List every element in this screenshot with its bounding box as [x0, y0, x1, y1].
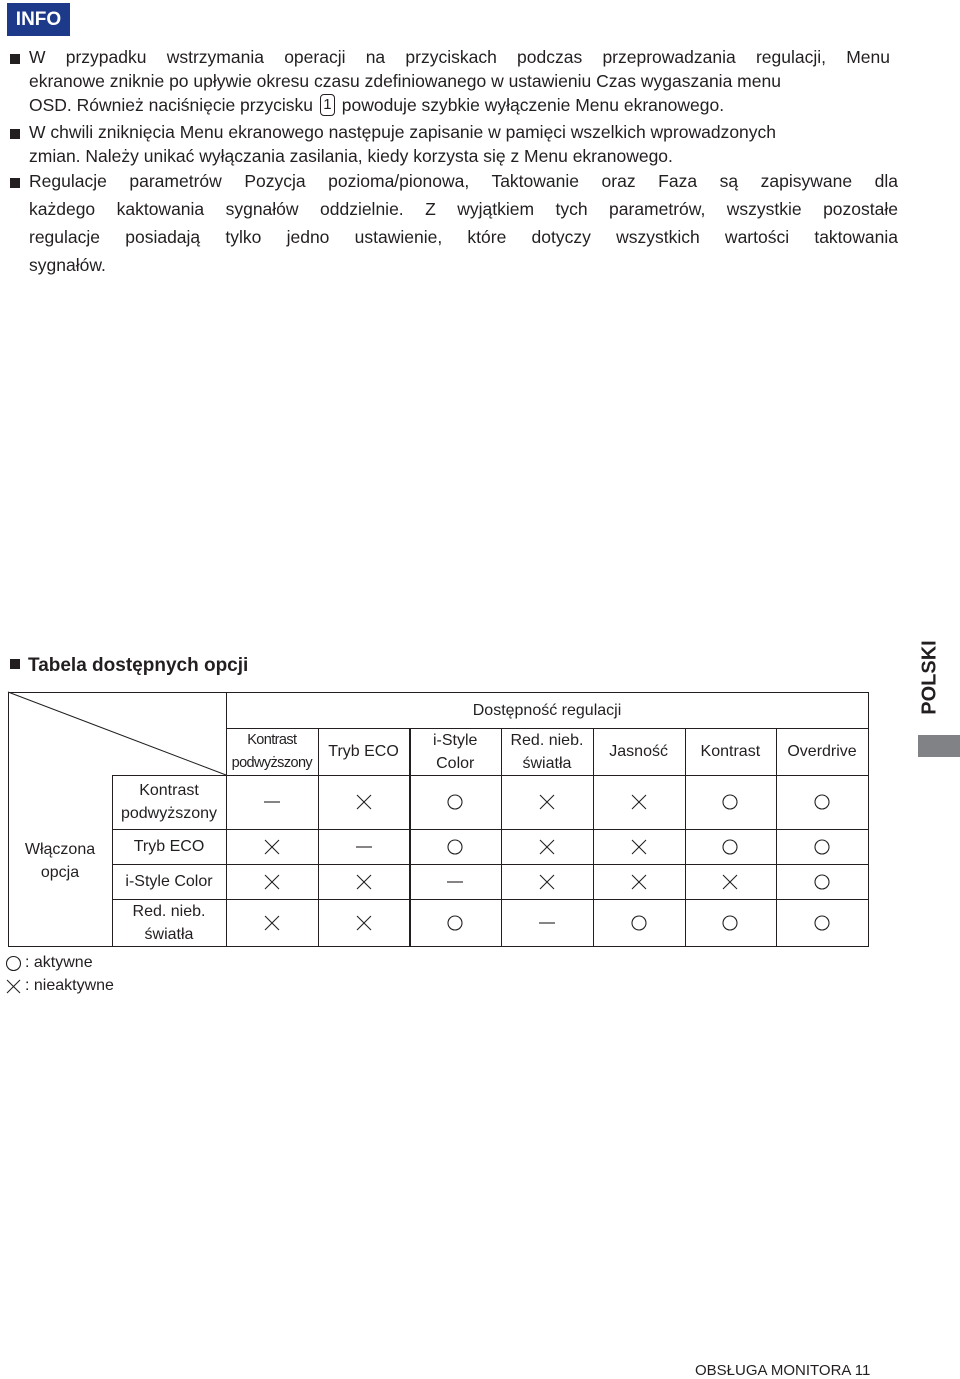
row-group-label-line: opcja — [40, 863, 80, 881]
table-rule — [226, 728, 869, 729]
section-heading-text: Tabela dostępnych opcji — [28, 655, 249, 676]
cross-icon — [538, 793, 556, 811]
row-label — [112, 864, 226, 899]
table-rule — [593, 728, 594, 947]
paragraph-1-line-3 — [29, 95, 724, 117]
column-header — [501, 728, 593, 775]
column-header — [226, 728, 318, 775]
table-rule — [112, 864, 869, 865]
bullet-square-icon — [10, 54, 20, 64]
table-rule — [112, 946, 869, 947]
column-header-line: i-Style — [433, 731, 478, 749]
row-label-line: światła — [144, 925, 194, 943]
button-1-key-icon: 1 — [320, 94, 335, 116]
column-header — [593, 728, 685, 775]
row-label-line: Tryb ECO — [133, 838, 205, 855]
table-rule — [685, 728, 686, 947]
table-rule — [501, 728, 502, 947]
table-rule — [226, 692, 227, 947]
column-header-line: Color — [436, 754, 475, 772]
paragraph-3-line-1: Regulacje parametrów Pozycja pozioma/pionowa, Taktowanie oraz Faza są zapisywane dla — [29, 171, 898, 191]
table-rule — [112, 775, 113, 947]
dash-icon — [355, 838, 373, 856]
circle-icon — [446, 838, 464, 856]
column-header — [685, 728, 777, 775]
row-label-line: Kontrast — [139, 782, 199, 799]
row-label — [112, 775, 226, 829]
circle-icon — [721, 838, 739, 856]
circle-icon — [721, 914, 739, 932]
bullet-square-icon — [10, 659, 20, 669]
table-rule — [112, 775, 869, 776]
table-rule — [318, 728, 319, 947]
table-header-group: Dostępność regulacji — [472, 701, 622, 719]
cross-icon — [630, 793, 648, 811]
circle-icon — [5, 955, 22, 972]
cross-icon — [263, 838, 281, 856]
column-header-line: Red. nieb. — [510, 731, 584, 749]
column-header — [409, 728, 501, 775]
legend-inactive-label: : nieaktywne — [25, 977, 114, 994]
legend-active — [5, 954, 93, 972]
row-label — [112, 829, 226, 864]
paragraph-1-line-1: W przypadku wstrzymania operacji na przyciskach podczas przeprowadzania regulacji, Menu — [29, 47, 890, 67]
circle-icon — [446, 793, 464, 811]
paragraph-3-line-2: każdego kaktowania sygnałów oddzielnie. Z wyjątkiem tych parametrów, wszystkie pozostałe — [29, 199, 898, 219]
page-footer: OBSŁUGA MONITORA 11 — [695, 1362, 871, 1379]
paragraph-2-line-1: W chwili zniknięcia Menu ekranowego następuje zapisanie w pamięci wszelkich wprowadzonych — [29, 122, 777, 142]
column-header-line: Jasność — [609, 743, 668, 760]
section-heading — [10, 655, 248, 677]
row-label-line: i-Style Color — [125, 873, 213, 890]
column-header — [318, 728, 410, 775]
column-header-line: Kontrast — [700, 743, 761, 760]
table-rule — [112, 899, 869, 900]
column-header — [776, 728, 868, 775]
column-header-line: podwyższony — [231, 754, 313, 771]
circle-icon — [721, 793, 739, 811]
column-header-line: światła — [522, 754, 572, 772]
row-label-line: podwyższony — [120, 805, 218, 822]
circle-icon — [446, 914, 464, 932]
cross-icon — [355, 873, 373, 891]
row-group-label — [8, 775, 112, 946]
circle-icon — [813, 838, 831, 856]
row-label-line: Red. nieb. — [132, 902, 206, 920]
circle-icon — [630, 914, 648, 932]
paragraph-3 — [10, 171, 898, 281]
cross-icon — [263, 914, 281, 932]
cross-icon — [5, 978, 22, 995]
column-header-line: Tryb ECO — [328, 743, 399, 760]
paragraph-1 — [10, 47, 890, 123]
bullet-square-icon — [10, 129, 20, 139]
cross-icon — [721, 873, 739, 891]
info-badge: INFO — [7, 3, 70, 36]
table-rule — [868, 692, 869, 947]
table-rule — [8, 692, 869, 693]
table-rule — [776, 728, 777, 947]
dash-icon — [538, 914, 556, 932]
dash-icon — [263, 793, 281, 811]
dash-icon — [446, 873, 464, 891]
paragraph-1-line-2: ekranowe zniknie po upływie okresu czasu zdefiniowanego w ustawieniu Czas wygaszania menu — [29, 71, 781, 91]
legend-active-label: : aktywne — [25, 954, 93, 971]
cross-icon — [630, 838, 648, 856]
cross-icon — [630, 873, 648, 891]
circle-icon — [813, 793, 831, 811]
table-rule — [8, 692, 9, 947]
cross-icon — [355, 914, 373, 932]
circle-icon — [813, 914, 831, 932]
paragraph-3-line-3: regulacje posiadają tylko jedno ustawienie, które dotyczy wszystkich wartości taktowania — [29, 227, 898, 247]
circle-icon — [813, 873, 831, 891]
paragraph-1-line-3-after: powoduje szybkie wyłączenie Menu ekranowego. — [341, 95, 725, 115]
column-header-line: Overdrive — [787, 743, 857, 760]
column-header-line: Kontrast — [247, 731, 297, 748]
language-tab — [915, 620, 945, 735]
paragraph-2-line-2: zmian. Należy unikać wyłączania zasilania, kiedy korzysta się z Menu ekranowego. — [29, 146, 673, 166]
language-tab-label: POLSKI — [918, 640, 941, 715]
language-tab-bar — [918, 735, 960, 757]
bullet-square-icon — [10, 178, 20, 188]
table-rule — [409, 728, 410, 947]
table-rule — [8, 946, 113, 947]
cross-icon — [538, 873, 556, 891]
cross-icon — [538, 838, 556, 856]
cross-icon — [355, 793, 373, 811]
table-rule — [112, 829, 869, 830]
row-label — [112, 899, 226, 946]
cross-icon — [263, 873, 281, 891]
paragraph-1-line-3-before: OSD. Również naciśnięcie przycisku — [29, 95, 313, 115]
row-group-label-line: Włączona — [24, 840, 96, 858]
paragraph-2 — [10, 122, 890, 172]
paragraph-3-line-4: sygnałów. — [29, 255, 106, 275]
legend-inactive — [5, 977, 114, 995]
